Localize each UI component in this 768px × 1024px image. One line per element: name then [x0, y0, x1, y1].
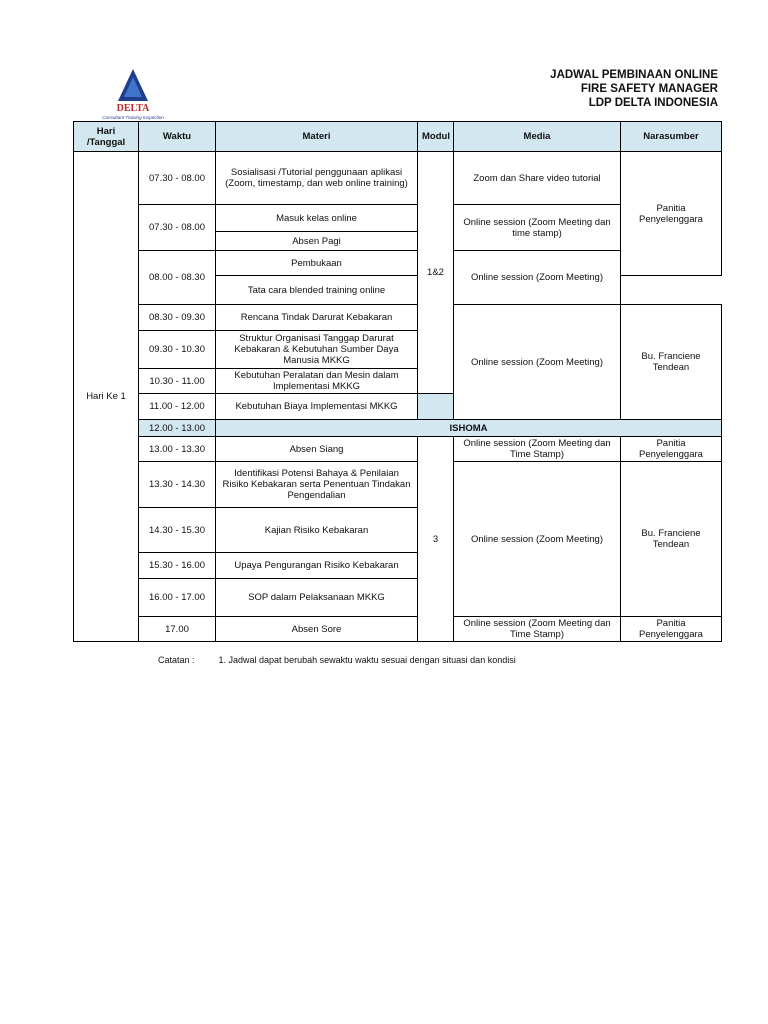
time-cell: 08.00 - 08.30: [139, 251, 216, 305]
time-cell: 08.30 - 09.30: [139, 305, 216, 331]
material-cell: Tata cara blended training online: [216, 276, 418, 305]
header-material: Materi: [216, 122, 418, 152]
table-row: [74, 305, 722, 331]
media-cell: Online session (Zoom Meeting): [454, 305, 621, 420]
time-cell: 12.00 - 13.00: [139, 420, 216, 437]
material-cell: Masuk kelas online: [216, 205, 418, 232]
material-cell: Struktur Organisasi Tanggap Darurat Kebakaran & Kebutuhan Sumber Daya Manusia MKKG: [216, 331, 418, 369]
table-row: [74, 437, 722, 462]
note-text: 1. Jadwal dapat berubah sewaktu waktu sesuai dengan situasi dan kondisi: [218, 655, 516, 665]
time-cell: 15.30 - 16.00: [139, 553, 216, 579]
material-cell: Upaya Pengurangan Risiko Kebakaran: [216, 553, 418, 579]
time-cell: 09.30 - 10.30: [139, 331, 216, 369]
table-header-row: [74, 122, 722, 152]
header-media: Media: [454, 122, 621, 152]
material-cell: SOP dalam Pelaksanaan MKKG: [216, 579, 418, 617]
material-cell: Pembukaan: [216, 251, 418, 276]
footnote: [158, 655, 516, 665]
time-cell: 07.30 - 08.00: [139, 152, 216, 205]
delta-logo: [88, 67, 178, 121]
table-row: [74, 462, 722, 508]
time-cell: 13.00 - 13.30: [139, 437, 216, 462]
material-cell: Rencana Tindak Darurat Kebakaran: [216, 305, 418, 331]
table-row: [74, 152, 722, 205]
module-cell: 1&2: [418, 152, 454, 394]
material-cell: Kajian Risiko Kebakaran: [216, 508, 418, 553]
speaker-cell: Bu. Franciene Tendean: [621, 462, 722, 617]
break-row: [74, 420, 722, 437]
media-cell: Online session (Zoom Meeting dan Time Stamp): [454, 437, 621, 462]
material-cell: Kebutuhan Biaya Implementasi MKKG: [216, 394, 418, 420]
header-day: Hari /Tanggal: [74, 122, 139, 152]
header-speaker: Narasumber: [621, 122, 722, 152]
material-cell: Identifikasi Potensi Bahaya & Penilaian Risiko Kebakaran serta Penentuan Tindakan Pengendalian: [216, 462, 418, 508]
media-cell: Online session (Zoom Meeting dan Time Stamp): [454, 617, 621, 642]
material-cell: Absen Pagi: [216, 232, 418, 251]
time-cell: 11.00 - 12.00: [139, 394, 216, 420]
material-cell: Sosialisasi /Tutorial penggunaan aplikasi (Zoom, timestamp, dan web online training): [216, 152, 418, 205]
logo-name: DELTA: [116, 103, 150, 114]
material-cell: Kebutuhan Peralatan dan Mesin dalam Implementasi MKKG: [216, 369, 418, 394]
table-row: [74, 617, 722, 642]
media-cell: Zoom dan Share video tutorial: [454, 152, 621, 205]
header-time: Waktu: [139, 122, 216, 152]
time-cell: 17.00: [139, 617, 216, 642]
speaker-cell: Panitia Penyelenggara: [621, 152, 722, 276]
document-heading: [550, 68, 718, 110]
schedule-table: [73, 121, 722, 642]
header-module: Modul: [418, 122, 454, 152]
day-cell: Hari Ke 1: [74, 152, 139, 642]
speaker-cell: Panitia Penyelenggara: [621, 617, 722, 642]
module-cell: [418, 394, 454, 420]
time-cell: 13.30 - 14.30: [139, 462, 216, 508]
time-cell: 14.30 - 15.30: [139, 508, 216, 553]
time-cell: 16.00 - 17.00: [139, 579, 216, 617]
heading-line-1: JADWAL PEMBINAAN ONLINE: [550, 69, 718, 81]
module-cell: 3: [418, 437, 454, 642]
break-label: ISHOMA: [216, 420, 722, 437]
speaker-cell: Panitia Penyelenggara: [621, 437, 722, 462]
note-label: Catatan :: [158, 655, 195, 665]
logo-tagline: Consultant Training Inspection: [102, 115, 164, 120]
media-cell: Online session (Zoom Meeting): [454, 251, 621, 305]
media-cell: Online session (Zoom Meeting dan time stamp): [454, 205, 621, 251]
material-cell: Absen Siang: [216, 437, 418, 462]
heading-line-2: FIRE SAFETY MANAGER: [580, 83, 718, 95]
time-cell: 07.30 - 08.00: [139, 205, 216, 251]
speaker-cell: Bu. Franciene Tendean: [621, 305, 722, 420]
material-cell: Absen Sore: [216, 617, 418, 642]
media-cell: Online session (Zoom Meeting): [454, 462, 621, 617]
time-cell: 10.30 - 11.00: [139, 369, 216, 394]
heading-line-3: LDP DELTA INDONESIA: [588, 97, 718, 109]
